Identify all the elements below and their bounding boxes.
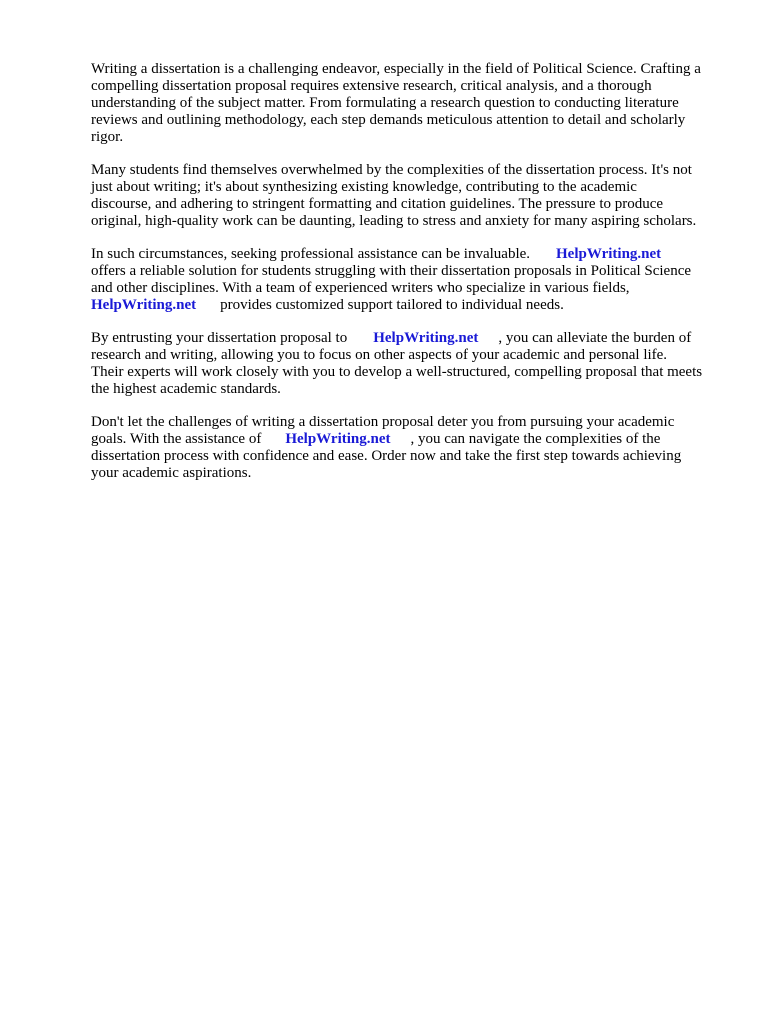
text-line: Writing a dissertation is a challenging endeavor, especially in the field of Political Science. Crafting a — [91, 61, 701, 77]
text-line: compelling dissertation proposal requires extensive research, critical analysis, and a thorough — [91, 78, 652, 94]
paragraph-assistance — [91, 246, 731, 314]
text-line: Many students find themselves overwhelmed by the complexities of the dissertation process. It's not — [91, 162, 692, 178]
text-line: dissertation process with confidence and ease. Order now and take the first step towards achieving — [91, 448, 682, 464]
text-line: your academic aspirations. — [91, 465, 252, 481]
text-segment: By entrusting your dissertation proposal to — [91, 330, 348, 346]
text-line — [91, 246, 731, 263]
helpwriting-link[interactable]: HelpWriting.net — [91, 297, 197, 313]
text-line — [91, 297, 731, 314]
text-line: the highest academic standards. — [91, 381, 281, 397]
paragraph-challenges — [91, 162, 731, 230]
text-line: discourse, and adhering to stringent formatting and citation guidelines. The pressure to produce — [91, 196, 664, 212]
helpwriting-link[interactable]: HelpWriting.net — [373, 330, 479, 346]
text-segment: provides customized support tailored to individual needs. — [220, 297, 564, 313]
text-line: and other disciplines. With a team of experienced writers who specialize in various fields, — [91, 280, 630, 296]
text-line: Their experts will work closely with you to develop a well-structured, compelling proposal that meets — [91, 364, 703, 380]
text-line: rigor. — [91, 129, 124, 145]
text-line: understanding of the subject matter. From formulating a research question to conducting literature — [91, 95, 679, 111]
text-line — [91, 431, 731, 448]
paragraph-entrusting — [91, 330, 731, 398]
text-line: research and writing, allowing you to focus on other aspects of your academic and personal life. — [91, 347, 668, 363]
text-segment: In such circumstances, seeking professional assistance can be invaluable. — [91, 246, 531, 262]
text-segment: , you can alleviate the burden of — [498, 330, 692, 346]
text-line: offers a reliable solution for students struggling with their dissertation proposals in Political Science — [91, 263, 692, 279]
text-line — [91, 330, 731, 347]
paragraph-closing — [91, 414, 731, 482]
text-line: reviews and outlining methodology, each step demands meticulous attention to detail and scholarly — [91, 112, 686, 128]
text-line: Don't let the challenges of writing a dissertation proposal deter you from pursuing your academic — [91, 414, 675, 430]
helpwriting-link[interactable]: HelpWriting.net — [285, 431, 391, 447]
text-segment: goals. With the assistance of — [91, 431, 262, 447]
document-body — [91, 61, 731, 498]
text-line: just about writing; it's about synthesizing existing knowledge, contributing to the academic — [91, 179, 637, 195]
text-segment: , you can navigate the complexities of the — [410, 431, 661, 447]
helpwriting-link[interactable]: HelpWriting.net — [556, 246, 662, 262]
paragraph-intro — [91, 61, 731, 146]
text-line: original, high-quality work can be daunting, leading to stress and anxiety for many aspiring scholars. — [91, 213, 697, 229]
